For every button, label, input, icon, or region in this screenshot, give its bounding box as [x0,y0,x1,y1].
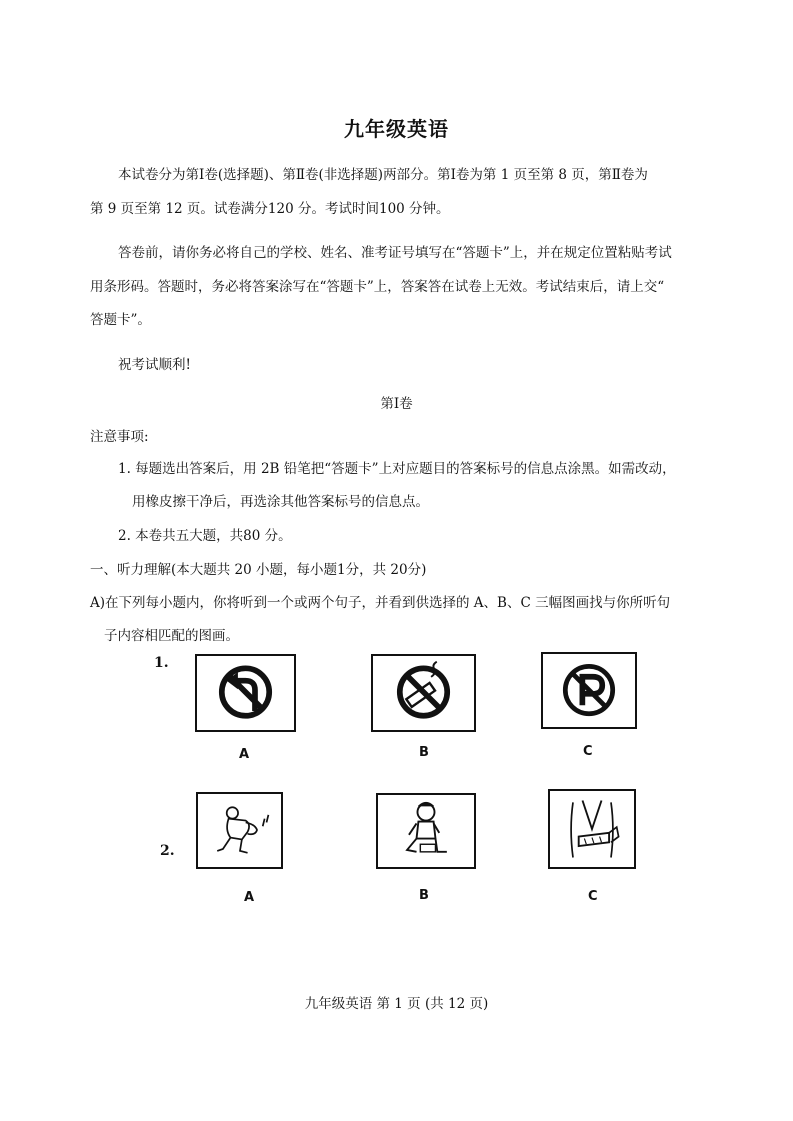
instructions-line-3: 答题卡”。 [90,312,151,328]
volume-heading: 第Ⅰ卷 [380,396,413,412]
question-number: 1. [154,655,169,671]
option-label: C [583,744,593,759]
intro-line-2: 第 9 页至第 12 页。试卷满分120 分。考试时间100 分钟。 [90,201,450,217]
question-number: 2. [160,843,175,859]
option-label: B [419,888,429,903]
option-label: A [244,890,255,905]
instructions-line-2: 用条形码。答题时，务必将答案涂写在“答题卡”上，答案答在试卷上无效。考试结束后，请上交“ [90,279,665,295]
broken-arm-sling-icon [548,789,636,869]
part-a-line-2: 子内容相匹配的图画。 [104,628,239,644]
page-footer: 九年级英语 第 1 页 (共 12 页) [304,996,489,1012]
section-1-heading: 一、听力理解(本大题共 20 小题，每小题1分，共 20分) [90,562,427,578]
note-1-line-1: 1. 每题选出答案后，用 2B 铅笔把“答题卡”上对应题目的答案标号的信息点涂黑。如需改动， [118,461,676,477]
notes-heading: 注意事项: [90,429,149,445]
instructions-line-1: 答卷前，请你务必将自己的学校、姓名、准考证号填写在“答题卡”上，并在规定位置粘贴考试 [118,245,672,261]
option-label: C [588,889,598,904]
good-luck-text: 祝考试顺利! [118,357,191,373]
no-parking-sign-icon [541,652,637,729]
note-1-line-2: 用橡皮擦干净后，再选涂其他答案标号的信息点。 [132,494,429,510]
person-with-backache-icon [196,792,283,869]
no-left-turn-sign-icon [195,654,296,732]
intro-line-1: 本试卷分为第Ⅰ卷(选择题)、第Ⅱ卷(非选择题)两部分。第Ⅰ卷为第 1 页至第 8 页，第Ⅱ卷为 [118,167,648,183]
note-2: 2. 本卷共五大题，共80 分。 [118,528,292,544]
option-label: A [239,747,250,762]
part-a-line-1: A)在下列每小题内，你将听到一个或两个句子，并看到供选择的 A、B、C 三幅图画找与你所听句 [90,595,671,611]
page-title: 九年级英语 [344,117,449,141]
option-label: B [419,745,429,760]
no-smoking-sign-icon [371,654,476,732]
boy-with-hurt-leg-icon [376,793,476,869]
